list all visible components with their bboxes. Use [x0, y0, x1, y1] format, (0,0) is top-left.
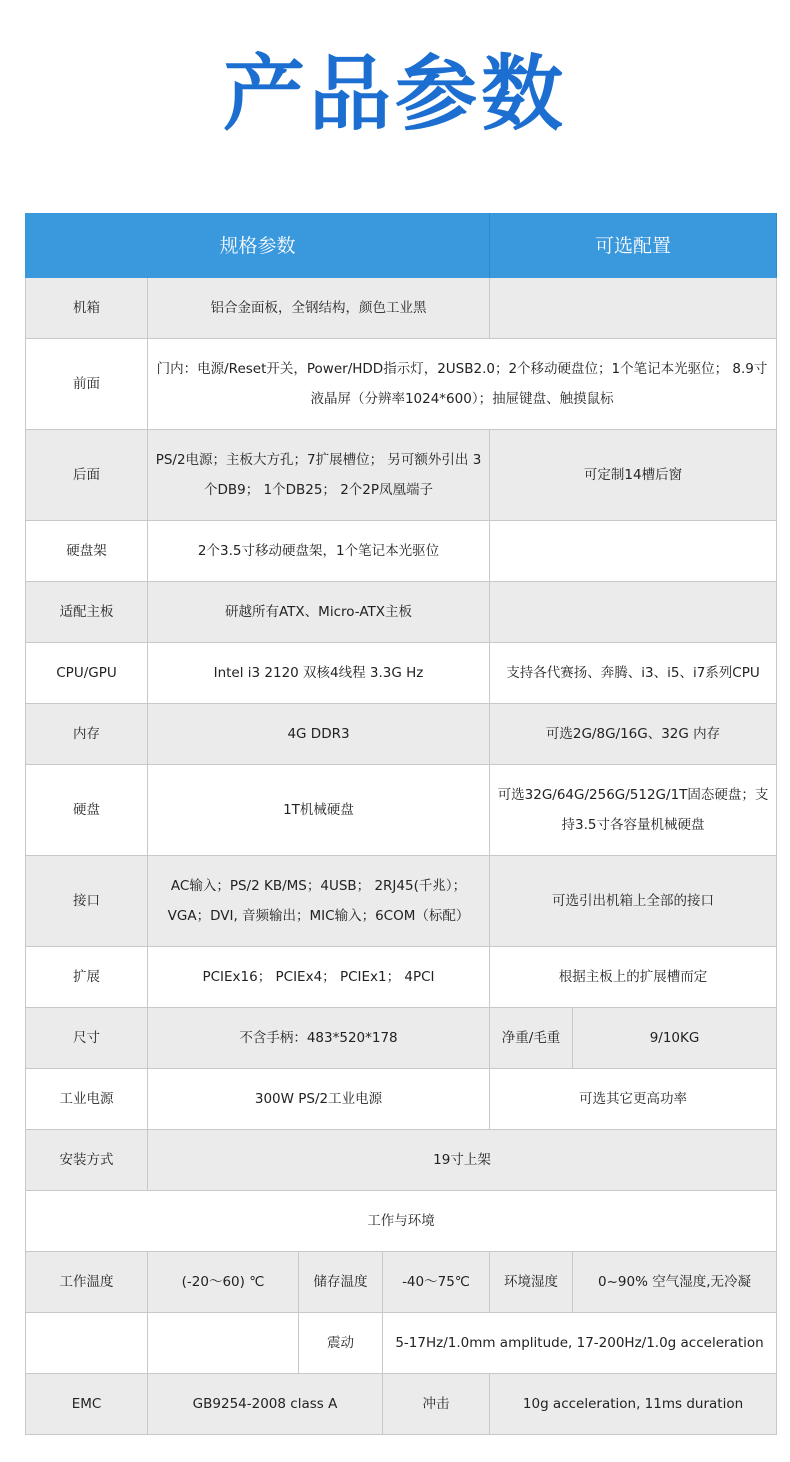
row-value: 门内：电源/Reset开关，Power/HDD指示灯，2USB2.0；2个移动硬盘位；1个笔记本光驱位； 8.9寸液晶屏（分辨率1024*600）；抽屉键盘、触摸鼠标	[148, 339, 777, 430]
row-label: 扩展	[26, 947, 148, 1008]
table-row	[26, 1008, 777, 1069]
section-row	[26, 1191, 777, 1252]
vibration-value: 5-17Hz/1.0mm amplitude, 17-200Hz/1.0g acceleration	[383, 1313, 777, 1374]
table-row	[26, 339, 777, 430]
row-label: 后面	[26, 430, 148, 521]
row-label: 适配主板	[26, 582, 148, 643]
vibration-label: 震动	[299, 1313, 383, 1374]
row-value: GB9254-2008 class A	[148, 1374, 383, 1435]
table-row	[26, 856, 777, 947]
table-row	[26, 582, 777, 643]
table-row	[26, 1069, 777, 1130]
row-value: 4G DDR3	[148, 704, 490, 765]
row-value: 300W PS/2工业电源	[148, 1069, 490, 1130]
row-optional: 可选2G/8G/16G、32G 内存	[490, 704, 777, 765]
table-row	[26, 521, 777, 582]
row-value: 2个3.5寸移动硬盘架，1个笔记本光驱位	[148, 521, 490, 582]
row-value: 研越所有ATX、Micro-ATX主板	[148, 582, 490, 643]
row-label: 工业电源	[26, 1069, 148, 1130]
table-row	[26, 704, 777, 765]
row-optional	[490, 582, 777, 643]
row-label: 硬盘	[26, 765, 148, 856]
row-value: PS/2电源；主板大方孔；7扩展槽位； 另可额外引出 3个DB9； 1个DB25； 2个2P凤凰端子	[148, 430, 490, 521]
shock-value: 10g acceleration, 11ms duration	[490, 1374, 777, 1435]
row-optional: 可选32G/64G/256G/512G/1T固态硬盘；支持3.5寸各容量机械硬盘	[490, 765, 777, 856]
row-label: 工作温度	[26, 1252, 148, 1313]
header-optional: 可选配置	[490, 214, 777, 278]
row-label: 内存	[26, 704, 148, 765]
table-row	[26, 643, 777, 704]
row-label: EMC	[26, 1374, 148, 1435]
row-optional: 可定制14槽后窗	[490, 430, 777, 521]
row-value: 19寸上架	[148, 1130, 777, 1191]
row-label: 尺寸	[26, 1008, 148, 1069]
table-row	[26, 1130, 777, 1191]
header-spec: 规格参数	[26, 214, 490, 278]
row-value: (-20～60) ℃	[148, 1252, 299, 1313]
row-label: 安装方式	[26, 1130, 148, 1191]
row-label: 硬盘架	[26, 521, 148, 582]
row-value: 1T机械硬盘	[148, 765, 490, 856]
weight-value: 9/10KG	[573, 1008, 777, 1069]
row-label: 前面	[26, 339, 148, 430]
empty-cell	[26, 1313, 148, 1374]
row-value: 不含手柄：483*520*178	[148, 1008, 490, 1069]
row-value: 铝合金面板，全钢结构，颜色工业黑	[148, 278, 490, 339]
table-row	[26, 278, 777, 339]
row-optional	[490, 521, 777, 582]
page-title: 产品参数	[222, 47, 567, 142]
row-optional: 根据主板上的扩展槽而定	[490, 947, 777, 1008]
row-optional: 支持各代赛扬、奔腾、i3、i5、i7系列CPU	[490, 643, 777, 704]
table-row	[26, 430, 777, 521]
table-row	[26, 1374, 777, 1435]
table-row	[26, 765, 777, 856]
shock-label: 冲击	[383, 1374, 490, 1435]
table-row	[26, 1252, 777, 1313]
row-value: AC输入；PS/2 KB/MS；4USB； 2RJ45(千兆）；VGA；DVI, 音频输出；MIC输入；6COM（标配）	[148, 856, 490, 947]
table-row	[26, 947, 777, 1008]
spec-table	[25, 213, 777, 1435]
row-label: 机箱	[26, 278, 148, 339]
empty-cell	[148, 1313, 299, 1374]
table-header	[26, 214, 777, 278]
storage-temp-value: -40～75℃	[383, 1252, 490, 1313]
row-optional: 可选引出机箱上全部的接口	[490, 856, 777, 947]
row-optional	[490, 278, 777, 339]
weight-label: 净重/毛重	[490, 1008, 573, 1069]
row-label: 接口	[26, 856, 148, 947]
humidity-label: 环境湿度	[490, 1252, 573, 1313]
table-row	[26, 1313, 777, 1374]
humidity-value: 0~90% 空气湿度,无冷凝	[573, 1252, 777, 1313]
row-value: Intel i3 2120 双核4线程 3.3G Hz	[148, 643, 490, 704]
storage-temp-label: 储存温度	[299, 1252, 383, 1313]
section-title: 工作与环境	[26, 1191, 777, 1252]
row-value: PCIEx16； PCIEx4； PCIEx1； 4PCI	[148, 947, 490, 1008]
row-label: CPU/GPU	[26, 643, 148, 704]
row-optional: 可选其它更高功率	[490, 1069, 777, 1130]
